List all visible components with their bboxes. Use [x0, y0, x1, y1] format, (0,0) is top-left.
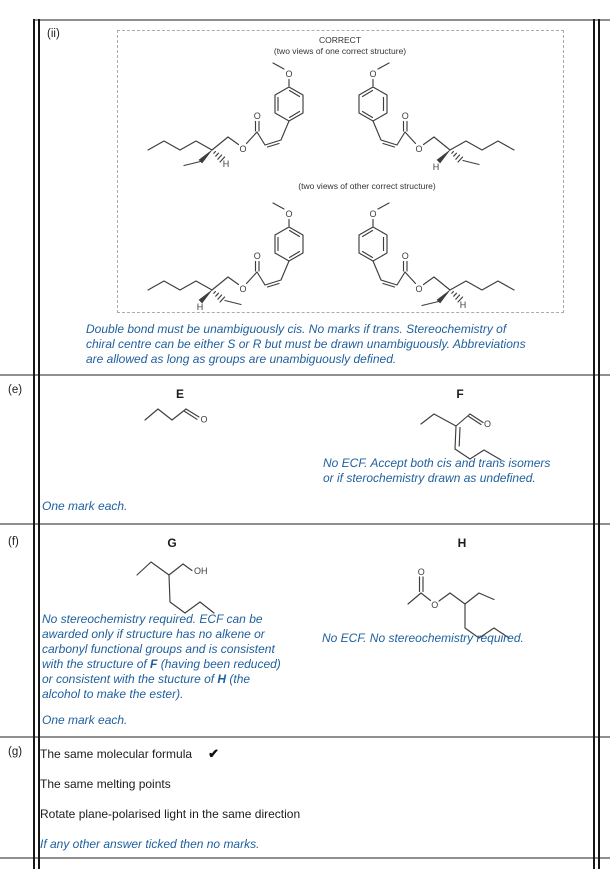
atom-label-o: O — [253, 251, 261, 261]
note-f-left — [42, 612, 307, 702]
note-g: If any other answer ticked then no marks. — [40, 837, 260, 851]
note-line: chiral centre can be either S or R but must be drawn unambiguously. Abbreviations — [86, 337, 526, 351]
note-line: or if sterochemistry drawn as undefined. — [323, 471, 536, 485]
section-label-ii: (ii) — [47, 28, 60, 40]
border-left-outer — [33, 19, 35, 869]
note-line: or consistent with the stucture of H (the — [42, 672, 251, 686]
molecule-label-G: G — [167, 536, 177, 550]
g-row-1-text: The same molecular formula — [40, 747, 193, 761]
box-caption-top: (two views of one correct structure) — [273, 46, 407, 56]
rule-after-e — [0, 523, 610, 525]
rule-after-ii — [0, 374, 610, 376]
structure-correct1-view1 — [125, 60, 335, 186]
atom-label-h: H — [222, 159, 230, 169]
rule-after-f — [0, 736, 610, 738]
atom-label-h: H — [432, 162, 440, 172]
hash-bond — [214, 292, 225, 303]
atom-label-o: O — [417, 567, 425, 577]
atom-label-o: O — [483, 419, 492, 429]
structure-E — [137, 403, 222, 433]
atom-label-o: O — [200, 414, 208, 425]
benzene-ring — [359, 87, 387, 121]
atom-label-o: O — [369, 69, 377, 79]
atom-label-h: H — [459, 300, 467, 310]
benzene-ring — [275, 227, 303, 261]
molecule-label-H: H — [457, 536, 467, 550]
atom-label-o: O — [369, 209, 377, 219]
rule-top — [33, 19, 610, 21]
note-line: No ECF. Accept both cis and trans isomers — [323, 456, 551, 470]
benzene-ring — [359, 227, 387, 261]
atom-label-o: O — [253, 111, 261, 121]
note-line: Double bond must be unambiguously cis. No marks if trans. Stereochemistry of — [86, 322, 507, 336]
atom-label-o: O — [415, 284, 423, 294]
g-row-1 — [40, 746, 219, 762]
atom-label-o: O — [431, 600, 439, 610]
rule-bottom — [0, 857, 610, 859]
section-label-e: (e) — [8, 384, 23, 396]
benzene-ring — [275, 87, 303, 121]
structure-correct2-view1 — [125, 200, 335, 326]
hash-bond — [452, 152, 463, 163]
structure-correct2-view2 — [310, 200, 525, 326]
atom-label-o: O — [285, 209, 293, 219]
g-row-2: The same melting points — [40, 777, 171, 791]
border-left-inner — [38, 19, 40, 869]
note-e — [323, 456, 593, 486]
note-line: alcohol to make the ester). — [42, 687, 184, 701]
g-row-3: Rotate plane-polarised light in the same direction — [40, 807, 301, 821]
atom-label-h: H — [196, 302, 204, 312]
atom-label-o: O — [285, 69, 293, 79]
box-title: CORRECT — [318, 35, 362, 45]
note-line: awarded only if structure has no alkene or — [42, 627, 265, 641]
note-f-right: No ECF. No stereochemistry required. — [322, 631, 524, 645]
note-ii — [86, 322, 586, 367]
section-label-f: (f) — [8, 536, 19, 548]
tick-icon: ✔ — [208, 746, 219, 761]
border-right-outer — [598, 19, 600, 869]
footer-e: One mark each. — [42, 499, 128, 513]
note-line: No stereochemistry required. ECF can be — [42, 612, 263, 626]
atom-label-oh: OH — [194, 566, 208, 576]
atom-label-o: O — [401, 111, 409, 121]
note-line: carbonyl functional groups and is consistent — [42, 642, 275, 656]
molecule-label-E: E — [175, 387, 184, 401]
note-line: are allowed as long as groups are unambiguously defined. — [86, 352, 397, 366]
atom-label-o: O — [401, 251, 409, 261]
note-line: with the structure of F (having been reduced) — [42, 657, 281, 671]
atom-label-o: O — [239, 284, 247, 294]
box-caption-bottom: (two views of other correct structure) — [298, 181, 436, 191]
section-label-g: (g) — [8, 746, 23, 758]
molecule-label-F: F — [456, 387, 464, 401]
footer-f: One mark each. — [42, 713, 128, 727]
border-right-inner — [593, 19, 595, 869]
atom-label-o: O — [239, 144, 247, 154]
atom-label-o: O — [415, 144, 423, 154]
structure-correct1-view2 — [310, 60, 525, 186]
